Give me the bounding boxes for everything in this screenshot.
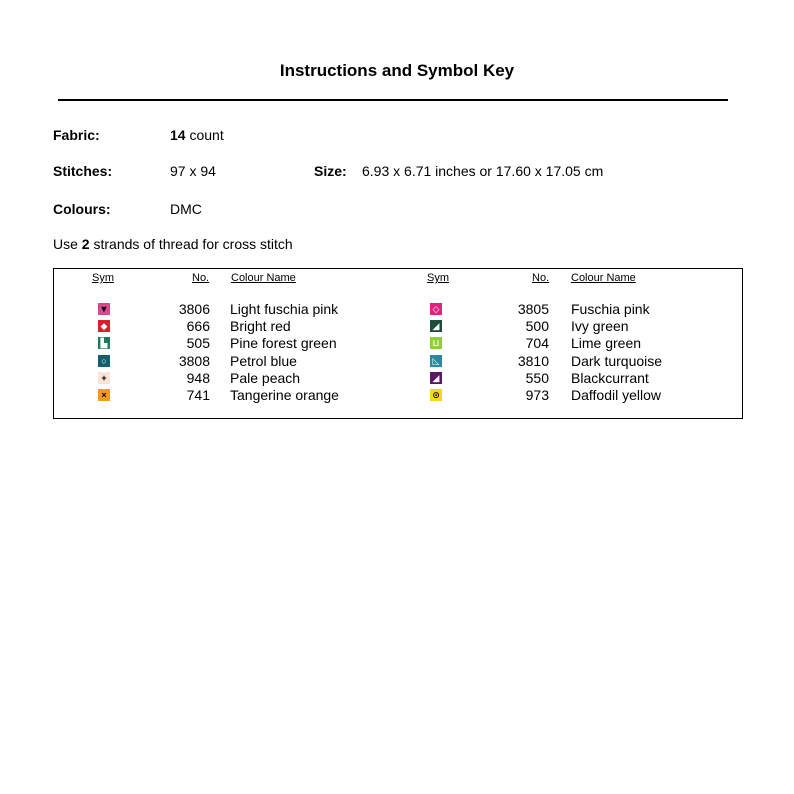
stitches-value: 97 x 94	[170, 163, 216, 179]
colour-name: Fuschia pink	[571, 301, 650, 317]
key-row	[54, 387, 742, 404]
fabric-count: 14	[170, 127, 186, 143]
plus-icon: +	[98, 372, 110, 384]
key-row	[54, 370, 742, 387]
l-block-icon: ▙	[98, 337, 110, 349]
colour-name: Bright red	[230, 318, 291, 335]
key-row	[54, 318, 742, 335]
diamond-icon: ◆	[98, 320, 110, 332]
stitches-label: Stitches:	[53, 163, 113, 179]
key-row	[54, 335, 742, 352]
strand-count: 2	[81, 236, 90, 252]
colours-value: DMC	[170, 201, 202, 217]
size-value: 6.93 x 6.71 inches or 17.60 x 17.05 cm	[362, 163, 604, 179]
dmc-number: 741	[186, 387, 210, 403]
triangle-outline-icon: ◺	[430, 355, 442, 367]
circle-icon: ○	[98, 355, 110, 367]
colour-name: Daffodil yellow	[571, 387, 662, 403]
usage-suffix: strands of thread for cross stitch	[89, 236, 293, 252]
header-no-left: No.	[192, 272, 210, 284]
size-label: Size:	[314, 163, 347, 179]
title-divider	[58, 99, 728, 101]
cross-icon: ×	[98, 389, 110, 401]
dmc-number: 3808	[178, 352, 210, 369]
key-row	[54, 301, 742, 318]
colour-name: Blackcurrant	[571, 369, 649, 386]
colour-name: Light fuschia pink	[230, 301, 339, 317]
header-sym-left: Sym	[92, 272, 114, 284]
header-sym-right: Sym	[427, 272, 449, 284]
dot-circle-icon: ⊙	[430, 389, 442, 401]
colour-name: Tangerine orange	[230, 387, 339, 403]
dmc-number: 505	[186, 335, 210, 352]
dmc-number: 973	[525, 387, 549, 403]
symbol-key-table	[53, 268, 743, 419]
header-colour-name-left: Colour Name	[231, 272, 296, 284]
dmc-number: 3810	[517, 352, 549, 369]
header-no-right: No.	[532, 272, 550, 284]
key-row	[54, 353, 742, 370]
strand-instruction	[53, 236, 293, 252]
diamond-outline-icon: ◇	[430, 303, 442, 315]
fabric-unit: count	[185, 127, 224, 143]
colour-name: Pale peach	[230, 369, 301, 386]
cup-icon: ⊔	[430, 337, 442, 349]
dmc-number: 550	[525, 369, 549, 386]
fabric-value	[170, 127, 224, 143]
fabric-label: Fabric:	[53, 127, 100, 143]
corner-triangle-icon: ◢	[430, 372, 442, 384]
dmc-number: 3805	[517, 301, 549, 317]
down-triangle-icon: ▼	[99, 304, 109, 314]
usage-prefix: Use	[53, 236, 82, 252]
colour-name: Ivy green	[571, 318, 629, 335]
header-colour-name-right: Colour Name	[571, 272, 636, 284]
colour-name: Petrol blue	[230, 352, 297, 369]
corner-triangle-icon: ◢	[430, 320, 442, 332]
dmc-number: 666	[186, 318, 210, 335]
dmc-number: 948	[186, 369, 210, 386]
dmc-number: 500	[525, 318, 549, 335]
dmc-number: 704	[525, 335, 549, 352]
colour-name: Lime green	[571, 335, 642, 352]
colour-name: Pine forest green	[230, 335, 337, 352]
colours-label: Colours:	[53, 201, 111, 217]
dmc-number: 3806	[178, 301, 210, 317]
page-title: Instructions and Symbol Key	[279, 61, 515, 80]
colour-name: Dark turquoise	[571, 352, 663, 369]
